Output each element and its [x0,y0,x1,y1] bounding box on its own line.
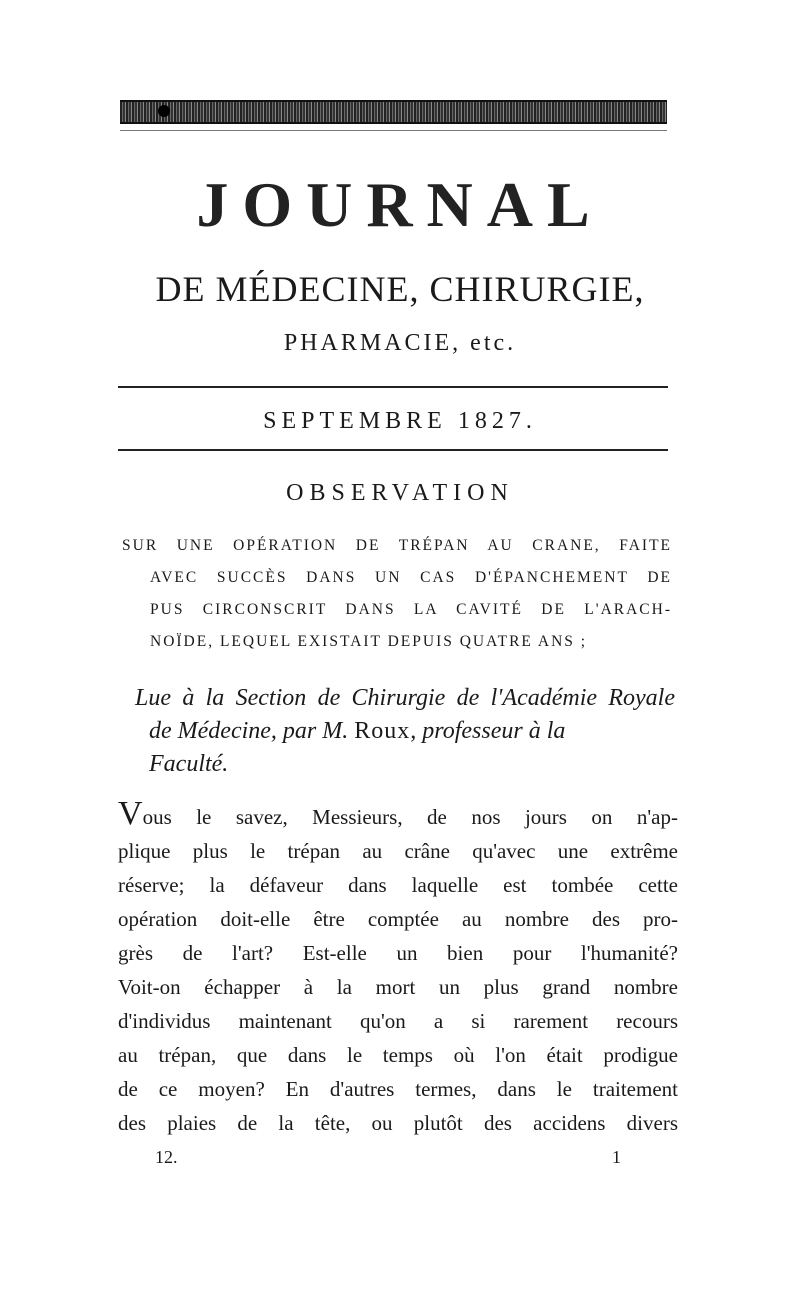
signature-mark-right: 1 [612,1147,621,1167]
byline-line [135,715,675,748]
drop-cap: V [118,795,143,832]
article-summary [122,530,672,658]
body-line: au trépan, que dans le temps où l'on était prodigue [118,1043,678,1067]
body-line-text: ous le savez, Messieurs, de nos jours on n'ap- [142,805,678,829]
body-line [118,795,678,834]
article-heading: OBSERVATION [286,480,514,506]
summary-line: SUR UNE OPÉRATION DE TRÉPAN AU CRANE, FAITE [122,537,672,554]
byline-text: , professeur à la [410,718,566,744]
body-line: des plaies de la tête, ou plutôt des accidens divers [118,1111,678,1135]
ornamental-header-band [120,100,667,124]
summary-line: PUS CIRCONSCRIT DANS LA CAVITÉ DE L'ARACH- [150,601,672,618]
article-byline [135,682,675,781]
body-line: opération doit-elle être comptée au nombre des pro- [118,907,678,931]
summary-line: NOÏDE, LEQUEL EXISTAIT DEPUIS QUATRE ANS ; [150,633,588,650]
rule-below-date [118,449,668,451]
body-line: plique plus le trépan au crâne qu'avec une extrême [118,839,678,863]
header-hairline [120,130,667,131]
body-line: d'individus maintenant qu'on a si rarement recours [118,1009,678,1033]
article-body [118,795,678,1140]
byline-line: Faculté. [149,751,229,777]
body-line: grès de l'art? Est-elle un bien pour l'humanité? [118,941,678,965]
rule-above-date [118,386,668,388]
signature-mark-left: 12. [155,1147,178,1167]
body-line: de ce moyen? En d'autres termes, dans le traitement [118,1077,678,1101]
summary-line: AVEC SUCCÈS DANS UN CAS D'ÉPANCHEMENT DE [150,569,672,586]
journal-title: JOURNAL [196,169,604,240]
journal-subtitle-line2: PHARMACIE, etc. [283,330,517,356]
byline-text: de Médecine, par M. [149,718,355,744]
author-name: Roux [354,718,411,744]
body-line: Voit-on échapper à la mort un plus grand nombre [118,975,678,999]
byline-line: Lue à la Section de Chirurgie de l'Académie Royale [135,685,675,711]
body-line: réserve; la défaveur dans laquelle est tombée cette [118,873,678,897]
journal-subtitle-line1: DE MÉDECINE, CHIRURGIE, [155,269,645,309]
issue-date: SEPTEMBRE 1827. [263,408,537,434]
